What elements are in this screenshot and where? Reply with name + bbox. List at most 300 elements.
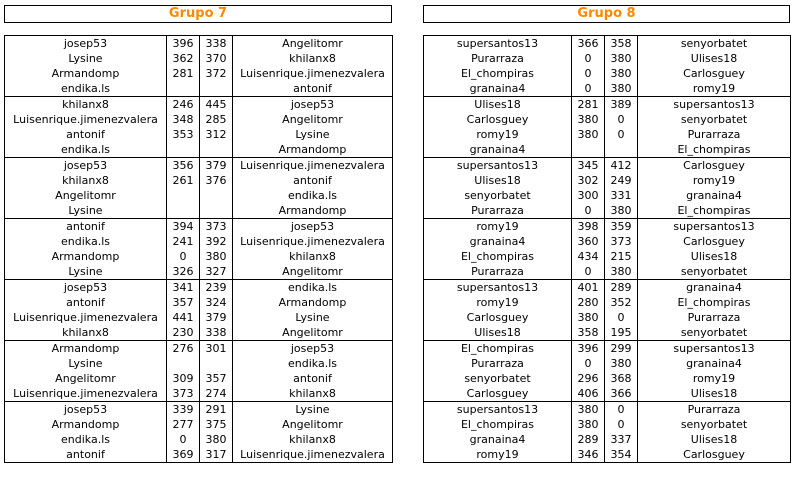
away-player: supersantos13 [638,341,791,357]
home-score: 280 [572,295,605,310]
home-player: romy19 [476,448,519,461]
away-score: 299 [605,341,638,357]
away-score: 380 [605,264,638,280]
home-score [572,142,605,158]
home-score: 360 [572,234,605,249]
away-score: 0 [605,310,638,325]
home-score: 0 [572,81,605,97]
match-row [424,264,791,280]
match-row [424,325,791,341]
home-score: 246 [167,97,200,113]
home-score: 380 [572,127,605,142]
away-score [200,203,233,219]
match-row [424,173,791,188]
home-score: 326 [167,264,200,280]
match-row [424,188,791,203]
away-player: romy19 [692,372,736,385]
home-player: romy19 [476,296,519,309]
home-player: Armandomp [51,418,120,431]
match-row [5,127,393,142]
away-player: El_chompiras [677,296,751,309]
group-title: Grupo 8 [423,5,790,23]
home-player: Luisenrique.jimenezvalera [13,387,158,400]
away-player: Armandomp [278,204,347,217]
away-score: 373 [605,234,638,249]
home-player: supersantos13 [424,402,572,418]
away-score: 354 [605,447,638,463]
away-player: Armandomp [278,143,347,156]
match-row [424,112,791,127]
away-player: Angelitomr [282,326,343,339]
home-score: 398 [572,219,605,235]
home-player: supersantos13 [424,158,572,174]
away-score: 368 [605,371,638,386]
away-score: 195 [605,325,638,341]
away-score: 215 [605,249,638,264]
match-row [424,402,791,418]
away-score: 327 [200,264,233,280]
home-score [167,81,200,97]
away-score: 317 [200,447,233,463]
away-score: 0 [605,417,638,432]
away-player: supersantos13 [638,219,791,235]
home-player: senyorbatet [464,189,531,202]
away-score: 379 [200,310,233,325]
away-player: Carlosguey [683,235,745,248]
away-player: Armandomp [278,296,347,309]
home-score: 300 [572,188,605,203]
home-score: 339 [167,402,200,418]
match-row [424,386,791,402]
away-score: 312 [200,127,233,142]
match-row [5,173,393,188]
home-player: antonif [5,219,167,235]
away-player: granaina4 [686,189,742,202]
away-player: romy19 [692,174,736,187]
match-row [424,249,791,264]
match-row [5,97,393,113]
away-score [200,356,233,371]
home-player: Lysine [68,52,103,65]
home-player: Ulises18 [474,174,521,187]
away-player: Lysine [295,311,330,324]
match-row [424,341,791,357]
home-score: 0 [572,264,605,280]
match-row [424,66,791,81]
home-player: senyorbatet [464,372,531,385]
match-row [424,36,791,52]
match-row [424,280,791,296]
group-title: Grupo 7 [4,5,392,23]
home-player: Angelitomr [55,189,116,202]
match-row [5,356,393,371]
away-score: 0 [605,127,638,142]
home-score: 434 [572,249,605,264]
match-row [5,66,393,81]
match-row [5,81,393,97]
home-score: 241 [167,234,200,249]
round-block [5,158,393,219]
home-score: 396 [572,341,605,357]
home-player: Carlosguey [466,113,529,126]
away-player: senyorbatet [680,113,748,126]
away-score: 239 [200,280,233,296]
away-player: Carlosguey [683,67,745,80]
home-score: 362 [167,51,200,66]
home-score: 380 [572,310,605,325]
away-player: senyorbatet [680,326,748,339]
away-score: 412 [605,158,638,174]
home-score: 281 [167,66,200,81]
group-7-panel [4,5,392,463]
away-player: Luisenrique.jimenezvalera [240,235,385,248]
match-row [5,341,393,357]
round-block [5,402,393,463]
round-block [5,97,393,158]
away-score: 338 [200,36,233,52]
away-player: Carlosguey [638,158,791,174]
home-player: endika.ls [61,235,110,248]
away-player: senyorbatet [680,265,748,278]
match-row [424,371,791,386]
match-row [5,158,393,174]
away-score: 337 [605,432,638,447]
away-player: endika.ls [288,357,337,370]
away-player: antonif [293,372,332,385]
home-player: Carlosguey [466,311,529,324]
away-score: 389 [605,97,638,113]
home-player: antonif [66,296,105,309]
home-score: 358 [572,325,605,341]
home-player: Luisenrique.jimenezvalera [13,113,158,126]
home-player: supersantos13 [424,280,572,296]
match-row [5,234,393,249]
away-player: Carlosguey [683,448,745,461]
away-player: endika.ls [233,280,393,296]
home-score: 277 [167,417,200,432]
home-player: josep53 [5,36,167,52]
home-score: 0 [167,249,200,264]
home-player: Ulises18 [424,97,572,113]
home-player: khilanx8 [62,326,109,339]
home-score: 289 [572,432,605,447]
home-score: 356 [167,158,200,174]
away-score: 289 [605,280,638,296]
home-score: 357 [167,295,200,310]
away-player: josep53 [233,341,393,357]
home-player: romy19 [476,128,519,141]
round-block [5,280,393,341]
results-table [4,35,393,463]
home-player: granaina4 [469,143,526,156]
away-player: Luisenrique.jimenezvalera [240,448,385,461]
away-score: 338 [200,325,233,341]
home-score: 348 [167,112,200,127]
home-player: El_chompiras [424,341,572,357]
home-player: Ulises18 [474,326,521,339]
home-score: 366 [572,36,605,52]
home-player: khilanx8 [5,97,167,113]
home-score: 346 [572,447,605,463]
home-score: 406 [572,386,605,402]
match-row [5,310,393,325]
away-score [605,142,638,158]
away-player: khilanx8 [289,52,336,65]
away-score: 324 [200,295,233,310]
away-player: Lysine [295,128,330,141]
away-player: antonif [293,174,332,187]
home-player: endika.ls [61,433,110,446]
home-score: 369 [167,447,200,463]
home-score: 394 [167,219,200,235]
home-player: granaina4 [469,235,526,248]
away-score: 380 [605,51,638,66]
away-score: 380 [605,66,638,81]
home-score: 309 [167,371,200,386]
home-player: antonif [66,448,105,461]
away-player: khilanx8 [289,433,336,446]
away-player: granaina4 [638,280,791,296]
match-row [424,447,791,463]
away-score: 331 [605,188,638,203]
away-player: Ulises18 [690,52,738,65]
home-score: 0 [572,66,605,81]
away-score: 370 [200,51,233,66]
home-score [167,142,200,158]
away-player: Angelitomr [282,418,343,431]
home-score: 261 [167,173,200,188]
away-player: supersantos13 [638,97,791,113]
home-score: 0 [167,432,200,447]
round-block [424,158,791,219]
away-player: josep53 [233,219,393,235]
away-score: 358 [605,36,638,52]
home-player: Armandomp [5,341,167,357]
home-score: 0 [572,203,605,219]
match-row [424,417,791,432]
home-score: 296 [572,371,605,386]
match-row [424,142,791,158]
match-row [5,112,393,127]
home-player: romy19 [424,219,572,235]
away-player: khilanx8 [289,250,336,263]
home-score: 0 [572,356,605,371]
match-row [5,188,393,203]
away-score: 380 [605,203,638,219]
match-row [5,203,393,219]
away-player: khilanx8 [289,387,336,400]
home-player: Purarraza [471,357,524,370]
home-score: 380 [572,417,605,432]
round-block [424,280,791,341]
away-player: El_chompiras [677,143,751,156]
round-block [424,36,791,97]
away-player: El_chompiras [677,204,751,217]
away-player: endika.ls [288,189,337,202]
home-player: antonif [66,128,105,141]
match-row [5,325,393,341]
home-player: khilanx8 [62,174,109,187]
match-row [424,295,791,310]
match-row [424,310,791,325]
away-player: Ulises18 [690,433,738,446]
round-block [424,97,791,158]
match-row [5,219,393,235]
home-score [167,188,200,203]
away-score: 445 [200,97,233,113]
round-block [424,341,791,402]
away-score: 375 [200,417,233,432]
match-row [5,371,393,386]
match-row [5,402,393,418]
home-player: Carlosguey [466,387,529,400]
away-player: Ulises18 [690,387,738,400]
match-row [424,51,791,66]
away-score: 380 [605,356,638,371]
round-block [424,219,791,280]
round-block [5,219,393,280]
home-score: 281 [572,97,605,113]
away-score: 392 [200,234,233,249]
home-player: Lysine [68,204,103,217]
away-score [200,142,233,158]
away-score: 379 [200,158,233,174]
match-row [424,158,791,174]
home-score: 373 [167,386,200,402]
home-score: 380 [572,112,605,127]
match-row [5,295,393,310]
home-score: 345 [572,158,605,174]
away-player: Ulises18 [690,250,738,263]
match-row [424,219,791,235]
away-score: 301 [200,341,233,357]
match-row [5,280,393,296]
home-player: Purarraza [471,265,524,278]
home-player: Lysine [68,357,103,370]
match-row [5,36,393,52]
away-score: 274 [200,386,233,402]
home-score: 341 [167,280,200,296]
away-score: 357 [200,371,233,386]
away-score: 380 [200,249,233,264]
away-score: 373 [200,219,233,235]
round-block [5,341,393,402]
away-score: 372 [200,66,233,81]
away-score [200,188,233,203]
home-player: josep53 [5,158,167,174]
away-player: Angelitomr [282,265,343,278]
away-score: 380 [605,81,638,97]
match-row [5,51,393,66]
match-row [424,81,791,97]
results-table [423,35,791,463]
away-player: Angelitomr [282,113,343,126]
home-score: 353 [167,127,200,142]
match-row [424,203,791,219]
home-score [167,356,200,371]
home-player: supersantos13 [424,36,572,52]
home-player: El_chompiras [460,418,534,431]
home-score: 302 [572,173,605,188]
match-row [424,234,791,249]
home-player: endika.ls [61,82,110,95]
home-player: Angelitomr [55,372,116,385]
home-player: josep53 [5,402,167,418]
away-score: 366 [605,386,638,402]
away-score: 359 [605,219,638,235]
away-player: josep53 [233,97,393,113]
away-score [200,81,233,97]
home-score: 276 [167,341,200,357]
away-player: granaina4 [686,357,742,370]
away-score: 376 [200,173,233,188]
away-score: 380 [200,432,233,447]
round-block [5,36,393,97]
home-player: Lysine [68,265,103,278]
match-row [424,97,791,113]
home-player: Luisenrique.jimenezvalera [13,311,158,324]
match-row [424,127,791,142]
home-score: 0 [572,51,605,66]
match-row [5,249,393,264]
home-score: 441 [167,310,200,325]
home-score [167,203,200,219]
match-row [5,447,393,463]
away-score: 352 [605,295,638,310]
match-row [5,417,393,432]
away-player: senyorbatet [680,418,748,431]
home-player: El_chompiras [460,250,534,263]
group-8-panel [423,5,790,463]
match-row [424,432,791,447]
match-row [424,356,791,371]
away-score: 249 [605,173,638,188]
match-row [5,142,393,158]
home-score: 401 [572,280,605,296]
away-player: Purarraza [638,402,791,418]
away-player: romy19 [692,82,736,95]
home-player: Armandomp [51,67,120,80]
home-score: 380 [572,402,605,418]
match-row [5,386,393,402]
home-player: granaina4 [469,433,526,446]
home-player: Purarraza [471,52,524,65]
away-player: Luisenrique.jimenezvalera [233,158,393,174]
home-player: josep53 [5,280,167,296]
home-score: 396 [167,36,200,52]
away-player: senyorbatet [638,36,791,52]
match-row [5,432,393,447]
away-score: 291 [200,402,233,418]
home-player: granaina4 [469,82,526,95]
away-score: 0 [605,112,638,127]
away-score: 0 [605,402,638,418]
away-player: Luisenrique.jimenezvalera [240,67,385,80]
home-player: Armandomp [51,250,120,263]
home-score: 230 [167,325,200,341]
home-player: Purarraza [471,204,524,217]
match-row [5,264,393,280]
away-player: Purarraza [687,311,741,324]
away-player: Lysine [233,402,393,418]
away-player: Purarraza [687,128,741,141]
away-player: antonif [293,82,332,95]
home-player: El_chompiras [460,67,534,80]
home-player: endika.ls [61,143,110,156]
away-score: 285 [200,112,233,127]
round-block [424,402,791,463]
away-player: Angelitomr [233,36,393,52]
